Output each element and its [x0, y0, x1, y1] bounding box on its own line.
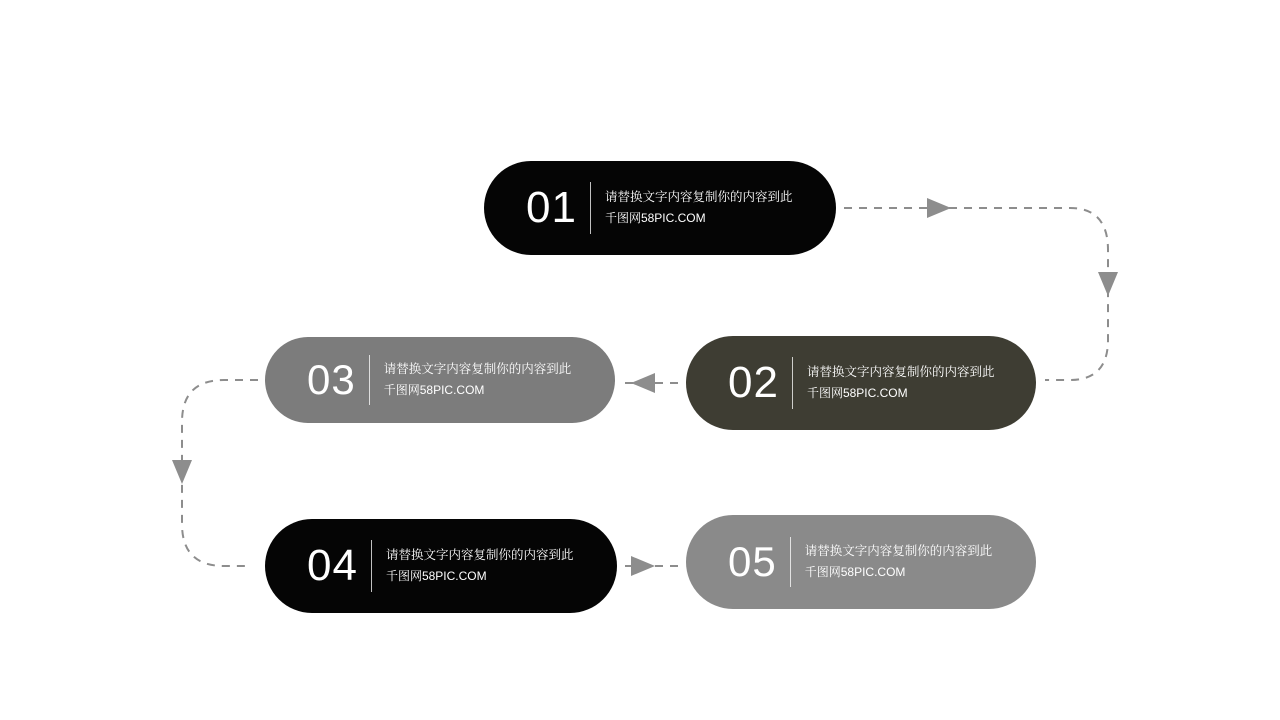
node-text-04: [386, 549, 574, 583]
node-text-03: [384, 363, 572, 397]
node-number-02: 02: [728, 361, 793, 405]
node-line1-01: 请替换文字内容复制你的内容到此: [604, 190, 793, 205]
node-line2-01: 千图网58PIC.COM: [604, 210, 706, 225]
connector-04-to-05: [625, 556, 680, 576]
node-number-01: 01: [526, 186, 591, 230]
node-line2-05: 千图网58PIC.COM: [804, 564, 906, 579]
process-node-04[interactable]: [265, 519, 617, 613]
node-line1-02: 请替换文字内容复制你的内容到此: [806, 365, 995, 380]
process-node-03[interactable]: [265, 337, 615, 423]
node-line1-03: 请替换文字内容复制你的内容到此: [383, 362, 572, 377]
node-number-05: 05: [728, 541, 791, 583]
process-node-05[interactable]: [686, 515, 1036, 609]
node-text-02: [807, 366, 995, 400]
process-node-01[interactable]: [484, 161, 836, 255]
node-number-04: 04: [307, 544, 372, 588]
node-line2-04: 千图网58PIC.COM: [385, 568, 487, 583]
node-line1-05: 请替换文字内容复制你的内容到此: [804, 544, 993, 559]
node-line2-03: 千图网58PIC.COM: [383, 382, 485, 397]
node-line1-04: 请替换文字内容复制你的内容到此: [385, 548, 574, 563]
connector-03-to-04: [172, 380, 258, 566]
process-node-02[interactable]: [686, 336, 1036, 430]
node-line2-02: 千图网58PIC.COM: [806, 385, 908, 400]
node-text-01: [605, 191, 793, 225]
connector-02-to-03: [624, 373, 678, 393]
node-number-03: 03: [307, 359, 370, 401]
node-text-05: [805, 545, 993, 579]
